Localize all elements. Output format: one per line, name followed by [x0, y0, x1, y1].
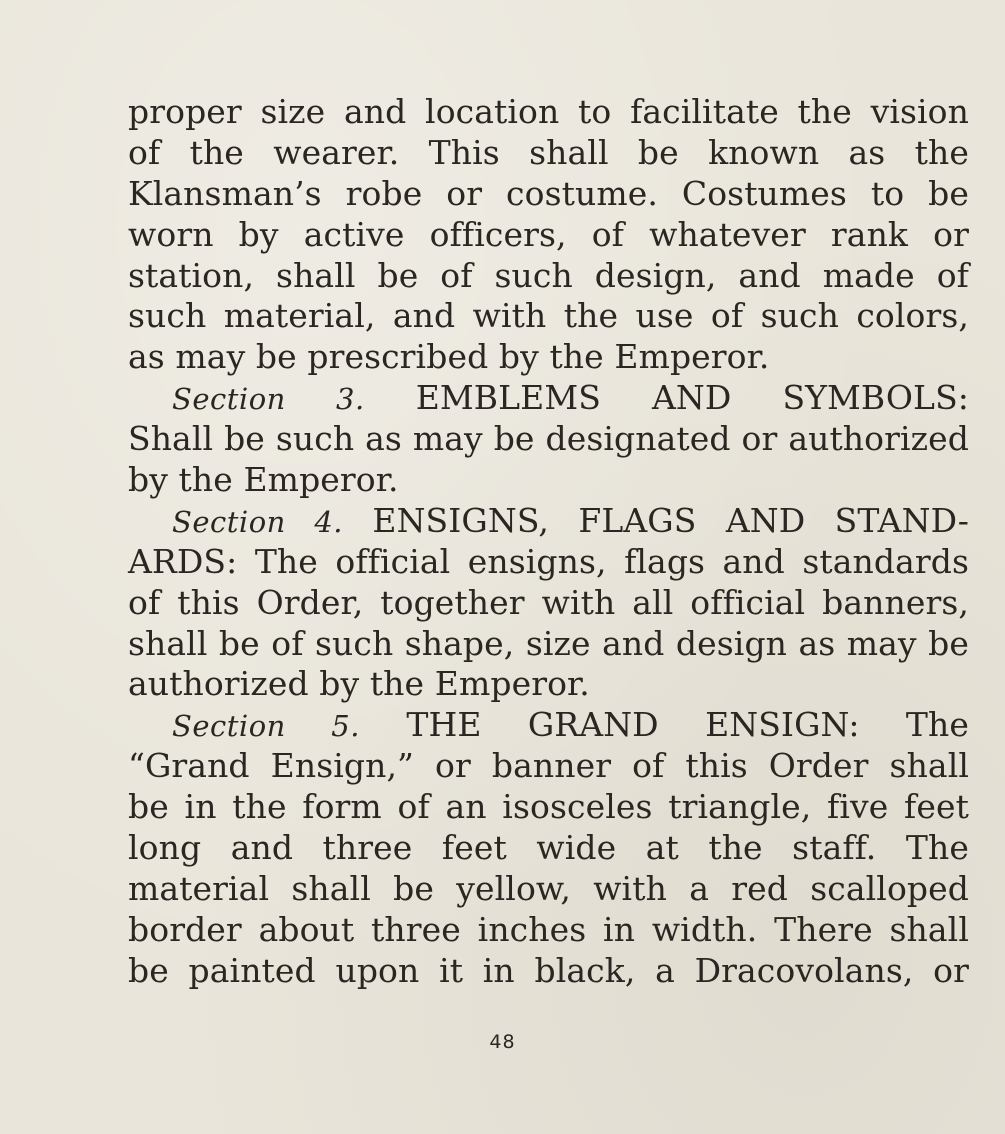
section-5-title: THE GRAND ENSIGN: The: [406, 705, 969, 745]
text-line: by the Emperor.: [128, 460, 399, 500]
text-line: long and three feet wide at the staff. The: [128, 828, 969, 868]
text-line: of this Order, together with all official banners,: [128, 582, 969, 622]
text-line: ARDS: The official ensigns, flags and standards: [128, 541, 969, 581]
text-line: “Grand Ensign,” or banner of this Order shall: [128, 746, 969, 786]
text-line: station, shall be of such design, and made of: [128, 255, 969, 295]
section-5-heading-line: [128, 705, 969, 746]
body-text: [128, 92, 969, 992]
text-line: such material, and with the use of such colors,: [128, 296, 969, 336]
text-line: as may be prescribed by the Emperor.: [128, 337, 770, 377]
section-4-title: ENSIGNS, FLAGS AND STAND-: [372, 500, 969, 540]
text-line: Klansman’s robe or costume. Costumes to be: [128, 173, 969, 213]
text-line: be painted upon it in black, a Dracovolans, or: [128, 950, 969, 990]
text-line: authorized by the Emperor.: [128, 664, 590, 704]
text-line: be in the form of an isosceles triangle, five feet: [128, 787, 969, 827]
text-line: Shall be such as may be designated or authorized: [128, 419, 969, 459]
section-3-heading-line: [128, 378, 969, 419]
page-number: 48: [489, 1031, 516, 1053]
section-5-label: Section 5.: [172, 709, 360, 744]
section-3-label: Section 3.: [172, 382, 365, 417]
text-line: shall be of such shape, size and design as may be: [128, 623, 969, 663]
text-line: of the wearer. This shall be known as the: [128, 132, 969, 172]
text-line: border about three inches in width. There shall: [128, 909, 969, 949]
text-line: worn by active officers, of whatever rank or: [128, 214, 969, 254]
section-4-heading-line: [128, 501, 969, 542]
text-line: proper size and location to facilitate the vision: [128, 92, 969, 131]
text-line: material shall be yellow, with a red scalloped: [128, 868, 969, 908]
section-3-title: EMBLEMS AND SYMBOLS:: [415, 378, 969, 418]
section-4-label: Section 4.: [172, 504, 344, 539]
